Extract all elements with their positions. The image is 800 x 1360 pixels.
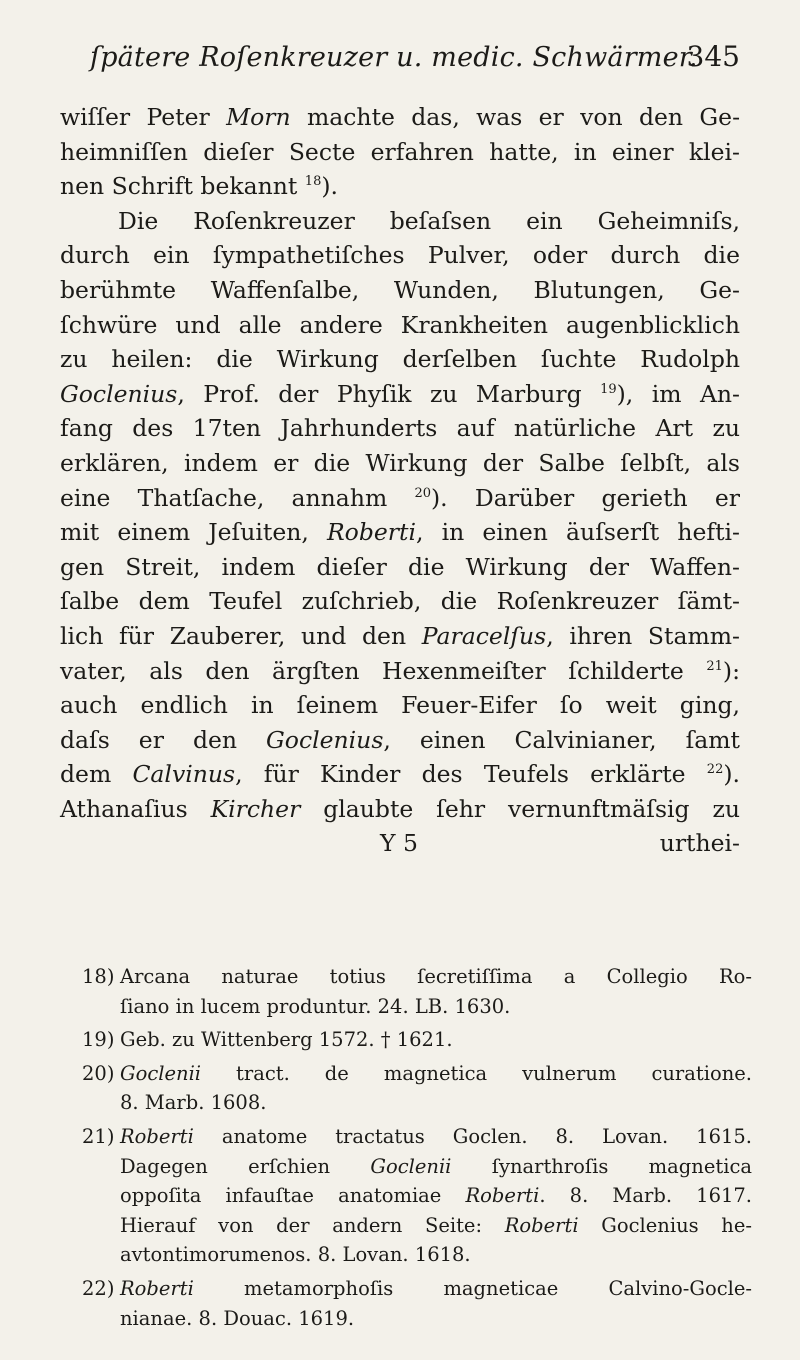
text-line: vater, als den ärgſten Hexenmeiſter ſchilderte $^{21}$): bbox=[60, 656, 740, 685]
signature-mark: Y 5 bbox=[380, 829, 418, 858]
footnote-number: 22) bbox=[82, 1276, 115, 1300]
footnote-21 bbox=[82, 1122, 752, 1270]
page-number: 345 bbox=[686, 40, 740, 73]
signature-line bbox=[60, 826, 740, 861]
text-line: heimniſſen dieſer Secte erfahren hatte, in einer klei- bbox=[60, 137, 740, 166]
text-line: Goclenius, Prof. der Phyſik zu Marburg $^{19}$), im An- bbox=[60, 379, 740, 408]
footnote-20 bbox=[82, 1059, 752, 1118]
footnote-ref: 20 bbox=[414, 485, 431, 501]
footnote-ref: 21 bbox=[706, 658, 723, 674]
footnote-line: oppoſita infauſtae anatomiae Roberti. 8. Marb. 1617. bbox=[120, 1184, 752, 1208]
text-line: zu heilen: die Wirkung derſelben ſuchte Rudolph bbox=[60, 345, 740, 374]
main-text bbox=[60, 100, 740, 861]
text-line: Athanaſius Kircher glaubte ſehr vernunftmäſsig zu bbox=[60, 794, 740, 823]
footnotes bbox=[82, 962, 752, 1333]
text-line: daſs er den Goclenius, einen Calvinianer, ſamt bbox=[60, 725, 741, 754]
footnote-ref: 18 bbox=[304, 174, 322, 190]
footnote-number: 21) bbox=[82, 1124, 115, 1148]
text-line: auch endlich in ſeinem Feuer-Eifer ſo weit ging, bbox=[60, 691, 740, 720]
text-line: nen Schrift bekannt $^{18}$). bbox=[60, 172, 338, 201]
footnote-line: avtontimorumenos. 8. Lovan. 1618. bbox=[120, 1243, 471, 1267]
text-line: lich für Zauberer, und den Paracelſus, ihren Stamm- bbox=[60, 621, 740, 650]
footnote-22 bbox=[82, 1274, 752, 1333]
footnote-line: 8. Marb. 1608. bbox=[120, 1091, 267, 1115]
footnote-19 bbox=[82, 1025, 752, 1055]
footnote-number: 20) bbox=[82, 1061, 115, 1085]
footnote-line: Goclenii tract. de magnetica vulnerum curatione. bbox=[120, 1061, 752, 1085]
text-line: berühmte Waffenſalbe, Wunden, Blutungen, Ge- bbox=[60, 275, 740, 304]
text-line: durch ein ſympathetiſches Pulver, oder durch die bbox=[60, 241, 740, 270]
catchword: urthei- bbox=[659, 829, 740, 858]
footnote-line: Arcana naturae totius ſecretiſſima a Collegio Ro- bbox=[120, 965, 752, 988]
footnote-line: Geb. zu Wittenberg 1572. † 1621. bbox=[120, 1028, 453, 1052]
text-line: mit einem Jeſuiten, Roberti, in einen äuſserſt hefti- bbox=[60, 518, 740, 547]
text-line: dem Calvinus, für Kinder des Teufels erklärte $^{22}$). bbox=[60, 760, 740, 789]
text-line: gen Streit, indem dieſer die Wirkung der Waffen- bbox=[60, 552, 740, 581]
footnote-ref: 19 bbox=[600, 381, 617, 397]
text-line: ſchwüre und alle andere Krankheiten augenblicklich bbox=[60, 310, 740, 339]
footnote-line: Roberti anatome tractatus Goclen. 8. Lovan. 1615. bbox=[120, 1124, 752, 1148]
page-header bbox=[90, 38, 740, 82]
footnote-number: 18) bbox=[82, 965, 115, 988]
paragraph-start: Die Roſenkreuzer beſaſsen ein Geheimniſs, bbox=[118, 206, 740, 235]
footnote-line: Hierauf von der andern Seite: Roberti Goclenius he- bbox=[120, 1213, 752, 1237]
text-line: fang des 17ten Jahrhunderts auf natürliche Art zu bbox=[60, 414, 740, 443]
footnote-ref: 22 bbox=[706, 762, 724, 778]
text-line: ſalbe dem Teufel zuſchrieb, die Roſenkreuzer ſämt- bbox=[60, 587, 740, 616]
running-head: ſpätere Roſenkreuzer u. medic. Schwärmer. bbox=[90, 42, 698, 73]
footnote-line: nianae. 8. Douac. 1619. bbox=[120, 1306, 355, 1330]
footnote-line: ſiano in lucem produntur. 24. LB. 1630. bbox=[120, 994, 511, 1018]
text-line: erklären, indem er die Wirkung der Salbe ſelbſt, als bbox=[60, 448, 740, 477]
footnote-number: 19) bbox=[82, 1028, 115, 1052]
footnote-18 bbox=[82, 962, 752, 1021]
footnote-line: Roberti metamorphoſis magneticae Calvino-Gocle- bbox=[120, 1276, 752, 1300]
text-line: eine Thatſache, annahm $^{20}$). Darüber gerieth er bbox=[60, 483, 740, 512]
text-line: wiſſer Peter Morn machte das, was er von den Ge- bbox=[60, 103, 741, 131]
footnote-line: Dagegen erſchien Goclenii ſynarthroſis magnetica bbox=[120, 1154, 753, 1178]
